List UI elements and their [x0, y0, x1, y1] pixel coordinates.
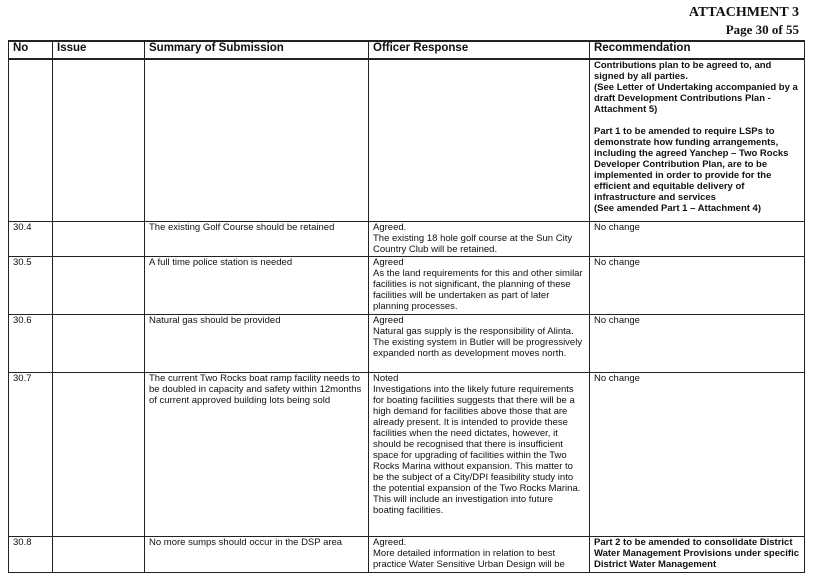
column-header-recommendation: Recommendation	[590, 41, 805, 59]
response-body: More detailed information in relation to best practice Water Sensitive Urban Design will be	[373, 547, 565, 570]
column-header-summary: Summary of Submission	[145, 41, 369, 59]
table-row	[9, 372, 805, 536]
cell-summary: A full time police station is needed	[145, 256, 369, 314]
cell-response	[369, 314, 590, 372]
cell-summary: Natural gas should be provided	[145, 314, 369, 372]
recommendation-text-1: Contributions plan to be agreed to, and signed by all parties. (See Letter of Undertaking accompanied by a draft Development Contributions Plan - Attachment 5)	[594, 60, 798, 115]
column-header-issue: Issue	[53, 41, 145, 59]
cell-response	[369, 59, 590, 221]
recommendation-text-2: Part 1 to be amended to require LSPs to demonstrate how funding arrangements, including the agreed Yanchep – Two Rocks Developer Contribution Plan, are to be implemented in order to provide for the efficient and equitable delivery of infrastructure and services (See amended Part 1 – Attachment 4)	[594, 126, 789, 214]
cell-recommendation: No change	[590, 221, 805, 256]
table-header-row	[9, 41, 805, 59]
table-row	[9, 536, 805, 572]
response-title: Noted	[373, 372, 399, 384]
cell-summary: The current Two Rocks boat ramp facility needs to be doubled in capacity and safety within 12months of current approved building lots being sold	[145, 372, 369, 536]
cell-summary: The existing Golf Course should be retained	[145, 221, 369, 256]
cell-no	[9, 59, 53, 221]
cell-recommendation: No change	[590, 256, 805, 314]
cell-issue	[53, 372, 145, 536]
table-row	[9, 314, 805, 372]
response-body: As the land requirements for this and other similar facilities is not significant, the planning of these facilities will be undertaken as part of later planning processes.	[373, 267, 583, 312]
cell-no: 30.7	[9, 372, 53, 536]
submissions-table	[8, 40, 805, 573]
table-row	[9, 221, 805, 256]
cell-no: 30.5	[9, 256, 53, 314]
cell-response	[369, 256, 590, 314]
table-row	[9, 256, 805, 314]
attachment-label: ATTACHMENT 3	[688, 5, 799, 20]
cell-no: 30.8	[9, 536, 53, 572]
cell-issue	[53, 536, 145, 572]
attachment-header	[689, 4, 799, 38]
column-header-response: Officer Response	[369, 41, 590, 59]
response-body: Investigations into the likely future requirements for boating facilities suggests that there will be a high demand for facilities above those that are already present. It is intended to provide these facilities when the need dictates, however, it should be recognised that there is insufficient space for upgrading of facilities within the Two Rocks Marina without expansion. This matter to be the subject of a City/DPI feasibility study into the potential expansion of the Two Rocks Marina. This will include an investigation into future boating facilities.	[373, 383, 581, 516]
cell-issue	[53, 256, 145, 314]
cell-issue	[53, 221, 145, 256]
cell-no: 30.4	[9, 221, 53, 256]
response-body: The existing 18 hole golf course at the Sun City Country Club will be retained.	[373, 232, 573, 255]
cell-recommendation: No change	[590, 314, 805, 372]
cell-recommendation: Part 2 to be amended to consolidate District Water Management Provisions under specific District Water Management	[590, 536, 805, 572]
page-number: Page 30 of 55	[725, 22, 799, 37]
column-header-no: No	[9, 41, 53, 59]
cell-response	[369, 372, 590, 536]
cell-recommendation	[590, 59, 805, 221]
response-body: Natural gas supply is the responsibility of Alinta. The existing system in Butler will be progressively expanded north as development moves north.	[373, 325, 583, 359]
response-title: Agreed.	[373, 221, 407, 233]
cell-summary	[145, 59, 369, 221]
response-title: Agreed.	[373, 536, 407, 548]
cell-response	[369, 536, 590, 572]
cell-response	[369, 221, 590, 256]
cell-no: 30.6	[9, 314, 53, 372]
response-title: Agreed	[373, 314, 404, 326]
cell-recommendation: No change	[590, 372, 805, 536]
cell-issue	[53, 59, 145, 221]
table-row-continued	[9, 59, 805, 221]
cell-summary: No more sumps should occur in the DSP area	[145, 536, 369, 572]
response-title: Agreed	[373, 256, 404, 268]
cell-issue	[53, 314, 145, 372]
